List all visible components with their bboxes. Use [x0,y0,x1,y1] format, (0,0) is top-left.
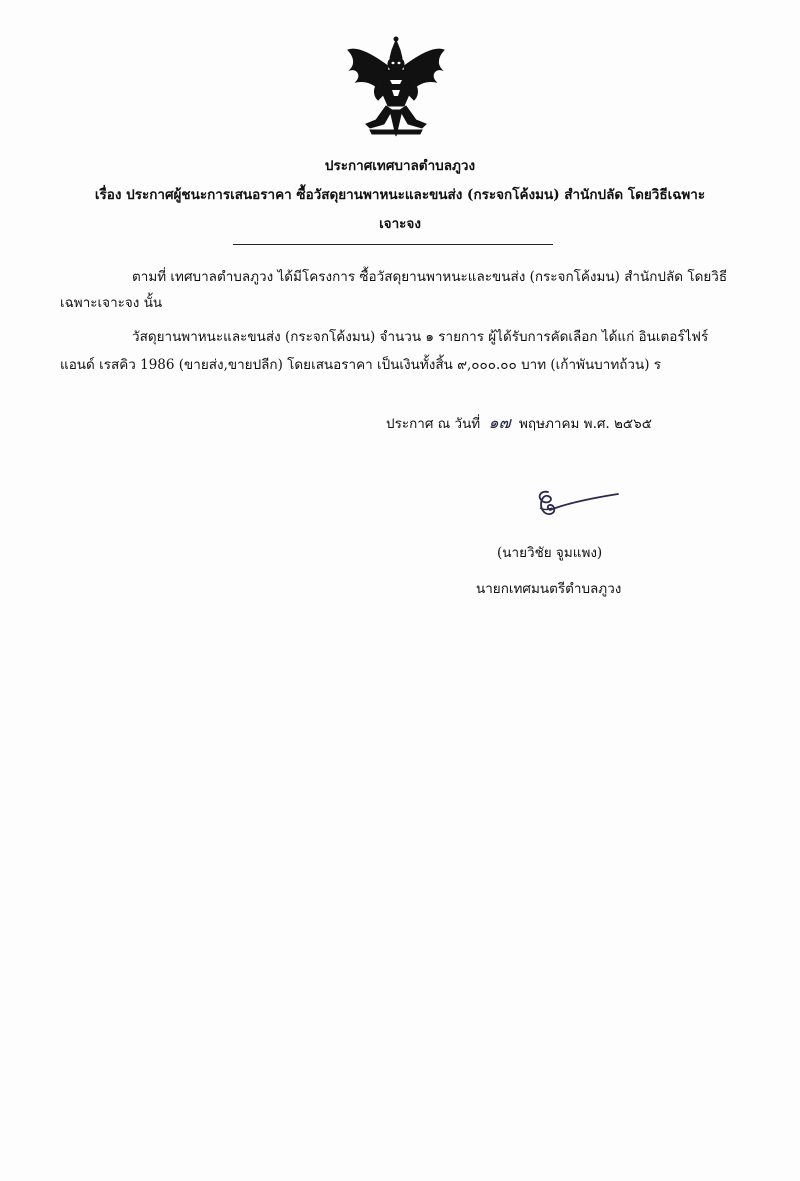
signature-icon [530,484,630,524]
paragraph-1-line-1: ตามที่ เทศบาลตำบลภูวง ได้มีโครงการ ซื้อวัสดุยานพาหนะและขนส่ง (กระจกโค้งมน) สำนักปลัด โดยวิธี [132,269,728,285]
paragraph-2-line-1: วัสดุยานพาหนะและขนส่ง (กระจกโค้งมน) จำนวน ๑ รายการ ผู้ได้รับการคัดเลือก ได้แก่ อินเตอร์ไฟร์ [132,329,709,345]
signatory-name: (นายวิชัย จูมแพง) [497,545,603,561]
subject-line-2: เจาะจง [379,216,421,232]
date-day: ๑๗ [488,413,511,432]
paragraph-2-line-2: แอนด์ เรสคิว 1986 (ขายส่ง,ขายปลีก) โดยเสนอราคา เป็นเงินทั้งสิ้น ๙,๐๐๐.๐๐ บาท (เก้าพันบาทถ้วน) ร [60,357,662,373]
date-prefix: ประกาศ ณ วันที่ [386,416,481,432]
garuda-emblem-icon [340,36,452,144]
paragraph-1-line-2: เฉพาะเจาะจง นั้น [60,295,163,311]
signatory-position: นายกเทศมนตรีตำบลภูวง [476,581,622,597]
date-month-year: พฤษภาคม พ.ศ. ๒๕๖๕ [519,416,652,432]
announcement-date [386,414,652,433]
title-divider [233,244,553,245]
subject-line-1: เรื่อง ประกาศผู้ชนะการเสนอราคา ซื้อวัสดุยานพาหนะและขนส่ง (กระจกโค้งมน) สำนักปลัด โดยวิธีเฉพาะ [94,187,706,203]
announcement-title: ประกาศเทศบาลตำบลภูวง [324,158,476,174]
